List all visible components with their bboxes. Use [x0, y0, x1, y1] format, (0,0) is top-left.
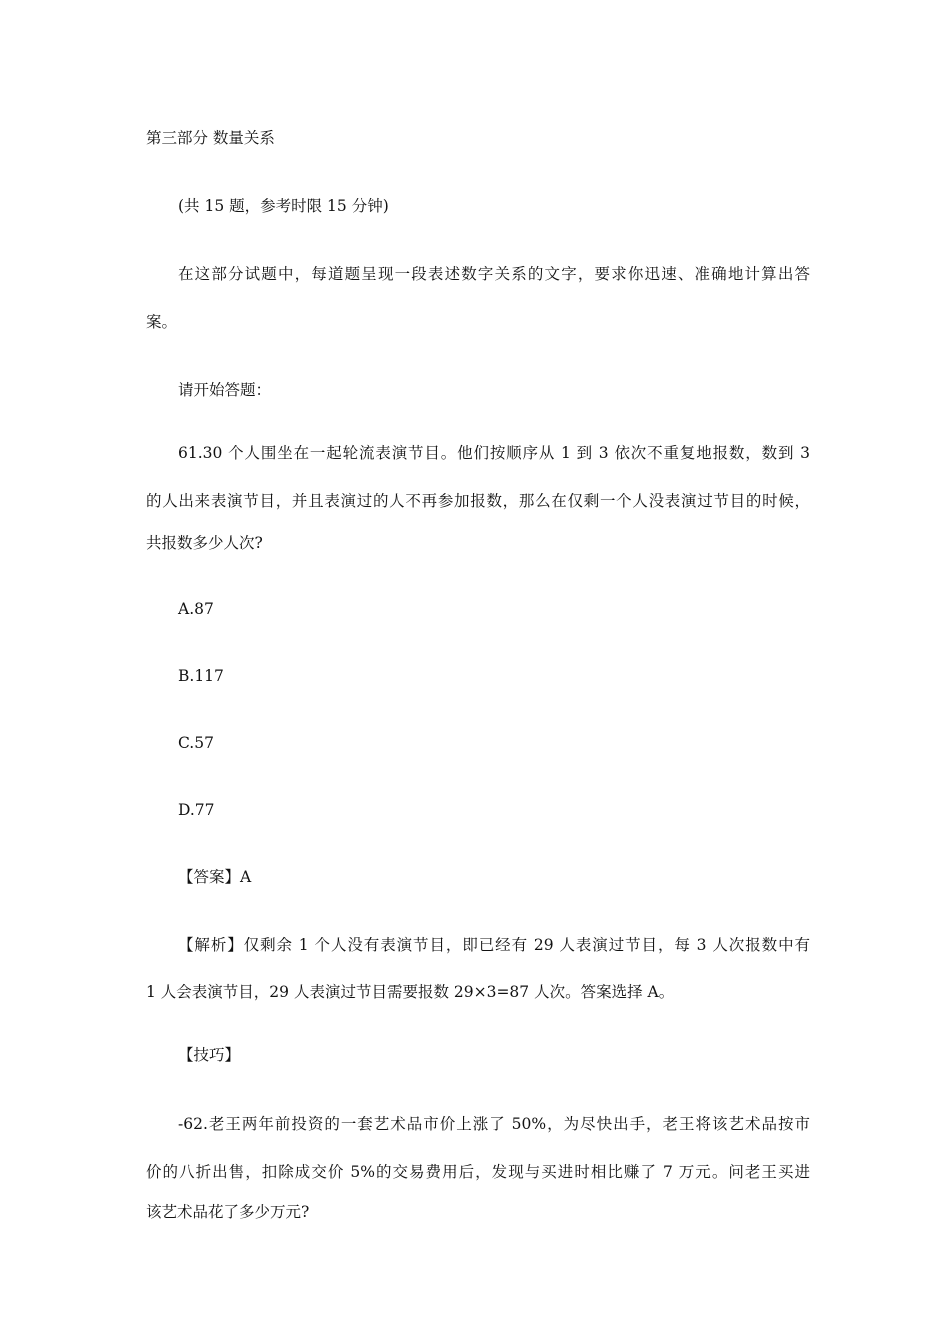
- option-b: B.117: [178, 667, 224, 685]
- section-note: (共 15 题，参考时限 15 分钟): [178, 197, 389, 215]
- question-62-line-1: -62.老王两年前投资的一套艺术品市价上涨了 50%，为尽快出手，老王将该艺术品按市: [178, 1115, 810, 1133]
- question-61-line-3: 共报数多少人次?: [146, 534, 263, 552]
- intro-paragraph-line-2: 案。: [146, 313, 178, 331]
- question-62-line-3: 该艺术品花了多少万元?: [146, 1203, 310, 1221]
- answer-label: 【答案】A: [178, 868, 252, 886]
- start-prompt: 请开始答题：: [178, 381, 272, 399]
- question-62-line-2: 价的八折出售，扣除成交价 5%的交易费用后，发现与买进时相比赚了 7 万元。问老王买进: [146, 1163, 810, 1181]
- question-61-line-1: 61.30 个人围坐在一起轮流表演节目。他们按顺序从 1 到 3 依次不重复地报数，数到 3: [178, 444, 810, 462]
- option-d: D.77: [178, 801, 215, 819]
- analysis-line-2: 1 人会表演节目，29 人表演过节目需要报数 29×3=87 人次。答案选择 A。: [146, 983, 675, 1001]
- option-c: C.57: [178, 734, 214, 752]
- question-61-line-2: 的人出来表演节目，并且表演过的人不再参加报数，那么在仅剩一个人没表演过节目的时候，: [146, 492, 810, 510]
- analysis-line-1: 【解析】仅剩余 1 个人没有表演节目，即已经有 29 人表演过节目，每 3 人次报数中有: [178, 936, 810, 954]
- tip-label: 【技巧】: [178, 1046, 241, 1064]
- intro-paragraph-line-1: 在这部分试题中，每道题呈现一段表述数字关系的文字，要求你迅速、准确地计算出答: [178, 265, 810, 283]
- section-title: 第三部分 数量关系: [146, 129, 275, 147]
- option-a: A.87: [178, 600, 214, 618]
